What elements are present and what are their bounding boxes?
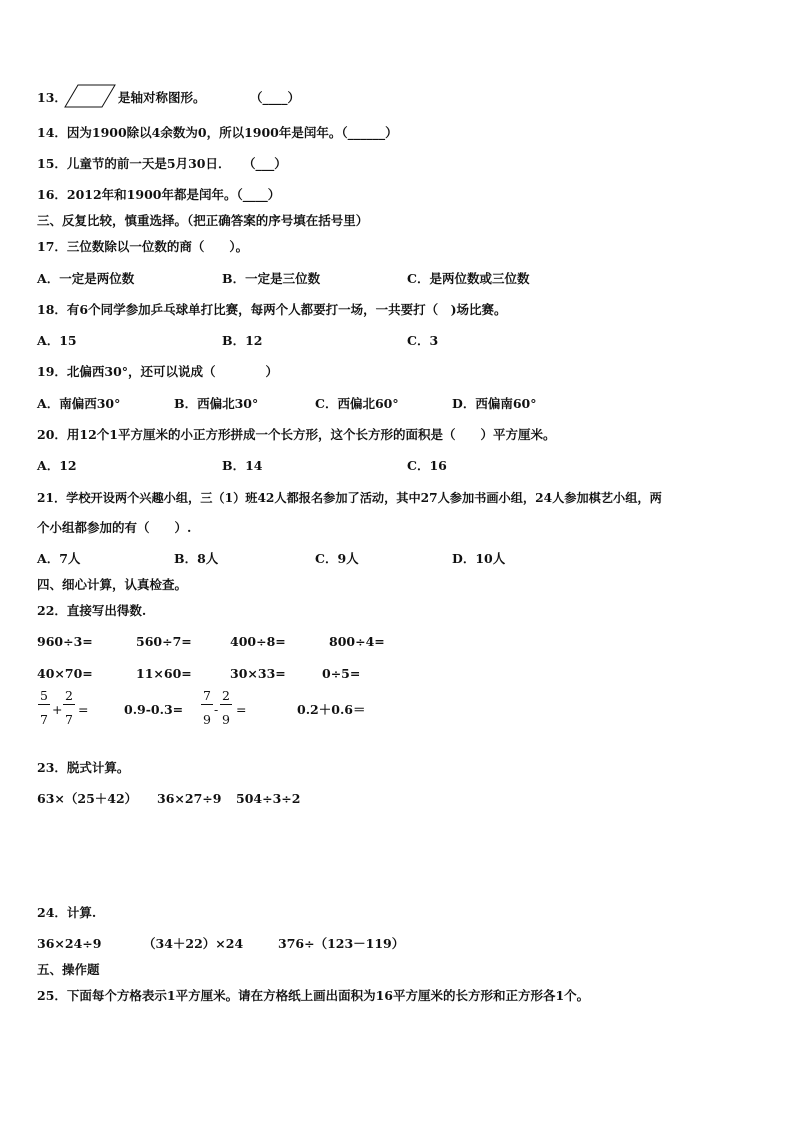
section-5-heading: 五、操作题 [37, 962, 100, 977]
q22-expr: 960÷3= [37, 634, 93, 649]
fraction-denominator: 9 [203, 712, 211, 727]
section-4-heading: 四、细心计算，认真检查。 [37, 577, 188, 592]
q22-expr: 0.2＋0.6＝ [297, 702, 366, 717]
fraction-bar [220, 704, 232, 705]
q22-expr: 400÷8= [230, 634, 286, 649]
q17-option-a[interactable]: A．一定是两位数 [37, 271, 135, 286]
fraction-denominator: 7 [40, 712, 48, 727]
q24-expr: （34＋22）×24 [143, 936, 244, 951]
q19-option-a[interactable]: A．南偏西30° [37, 396, 121, 411]
q13-text: 是轴对称图形。 [118, 90, 206, 105]
q22-expr: 0÷5= [322, 666, 361, 681]
q22-expr: 0.9-0.3= [124, 702, 184, 717]
fraction-numerator: 5 [40, 688, 48, 703]
question-24-stem: 24．计算. [37, 905, 97, 920]
question-23-stem: 23．脱式计算。 [37, 760, 130, 775]
question-21-stem-line2: 个小组都参加的有（ ）. [37, 520, 192, 535]
q17-option-c[interactable]: C．是两位数或三位数 [407, 271, 530, 286]
question-25: 25．下面每个方格表示1平方厘米。请在方格纸上画出面积为16平方厘米的长方形和正方形各1个。 [37, 988, 590, 1003]
operator: - [214, 702, 219, 717]
question-15: 15．儿童节的前一天是5月30日． （___） [37, 156, 287, 171]
q20-option-b[interactable]: B．14 [222, 458, 263, 473]
q13-number: 13． [37, 90, 67, 105]
question-19-stem: 19．北偏西30°，还可以说成（ ） [37, 364, 279, 379]
q21-option-c[interactable]: C．9人 [315, 551, 359, 566]
fraction-bar [38, 704, 50, 705]
question-16: 16．2012年和1900年都是闰年。（____） [37, 187, 281, 202]
q21-option-d[interactable]: D．10人 [452, 551, 506, 566]
q22-expr: 11×60= [136, 666, 192, 681]
fraction-numerator: 2 [222, 688, 230, 703]
fraction-denominator: 9 [222, 712, 230, 727]
q20-option-a[interactable]: A．12 [37, 458, 77, 473]
question-20-stem: 20．用12个1平方厘米的小正方形拼成一个长方形，这个长方形的面积是（ ）平方厘米。 [37, 427, 556, 442]
fraction-denominator: 7 [65, 712, 73, 727]
fraction-bar [63, 704, 75, 705]
q18-option-b[interactable]: B．12 [222, 333, 263, 348]
q23-expr: 36×27÷9 [157, 791, 222, 806]
q22-expr: 560÷7= [136, 634, 192, 649]
fraction-numerator: 2 [65, 688, 73, 703]
question-18-stem: 18．有6个同学参加乒乓球单打比赛，每两个人都要打一场，一共要打（ )场比赛。 [37, 302, 507, 317]
q19-option-d[interactable]: D．西偏南60° [452, 396, 537, 411]
q19-option-b[interactable]: B．西偏北30° [174, 396, 259, 411]
q17-option-b[interactable]: B．一定是三位数 [222, 271, 321, 286]
fraction-bar [201, 704, 213, 705]
q21-option-a[interactable]: A．7人 [37, 551, 81, 566]
q24-expr: 376÷（123－119） [278, 936, 405, 951]
question-22-stem: 22．直接写出得数. [37, 603, 147, 618]
equals-sign: = [78, 702, 89, 717]
operator: + [52, 702, 63, 717]
parallelogram-icon [64, 84, 116, 108]
q18-option-a[interactable]: A．15 [37, 333, 77, 348]
q23-expr: 63×（25＋42） [37, 791, 138, 806]
q22-expr: 800÷4= [329, 634, 385, 649]
q22-expr: 40×70= [37, 666, 93, 681]
question-17-stem: 17．三位数除以一位数的商（ ）。 [37, 239, 249, 254]
q20-option-c[interactable]: C．16 [407, 458, 447, 473]
fraction-numerator: 7 [203, 688, 211, 703]
q22-expr: 30×33= [230, 666, 286, 681]
equals-sign: = [236, 702, 247, 717]
q23-expr: 504÷3÷2 [236, 791, 301, 806]
q18-option-c[interactable]: C．3 [407, 333, 439, 348]
q19-option-c[interactable]: C．西偏北60° [315, 396, 399, 411]
q13-answer-blank[interactable]: （____） [250, 90, 301, 105]
question-14: 14．因为1900除以4余数为0，所以1900年是闰年。（______） [37, 125, 398, 140]
question-21-stem-line1: 21．学校开设两个兴趣小组，三（1）班42人都报名参加了活动，其中27人参加书画小组，24人参加棋艺小组，两 [37, 491, 662, 505]
section-3-heading: 三、反复比较，慎重选择。（把正确答案的序号填在括号里） [37, 213, 369, 228]
q24-expr: 36×24÷9 [37, 936, 102, 951]
q21-option-b[interactable]: B．8人 [174, 551, 219, 566]
